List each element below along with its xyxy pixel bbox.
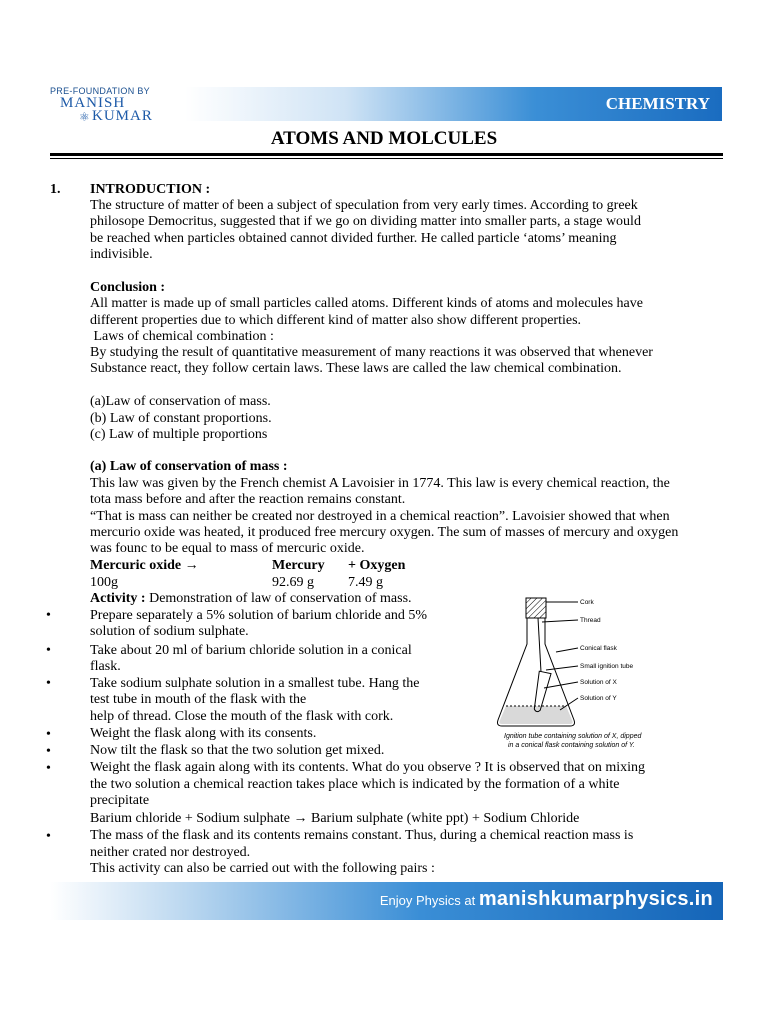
reaction-reactant: Mercuric oxide → xyxy=(90,558,199,573)
bullet-line: Weight the flask again along with its contents. What do you observe ? It is observed that on mixing xyxy=(90,760,646,775)
figure-label: Solution of X xyxy=(580,679,617,686)
bullet-icon: • xyxy=(46,727,51,742)
section-number: 1. xyxy=(50,182,61,197)
reaction-product-2: + Oxygen xyxy=(348,558,406,573)
bullet-icon: • xyxy=(46,643,51,658)
reaction-value-2: 92.69 g xyxy=(272,575,314,590)
law-list-item: (c) Law of multiple proportions xyxy=(90,427,268,442)
conclusion-line: All matter is made up of small particles called atoms. Different kinds of atoms and molecules have xyxy=(90,296,643,311)
activity-text: Demonstration of law of conservation of mass. xyxy=(145,591,412,606)
bullet-line: precipitate xyxy=(90,793,150,808)
subject-banner xyxy=(185,87,722,121)
footer-text xyxy=(380,888,713,911)
bullet-icon: • xyxy=(46,676,51,691)
thread xyxy=(538,618,541,672)
bullet-line: This activity can also be carried out with the following pairs : xyxy=(90,861,435,876)
law-list-item: (b) Law of constant proportions. xyxy=(90,411,272,426)
bullet-line: the two solution a chemical reaction takes place which is indicated by the formation of a white xyxy=(90,777,620,792)
cork-shape xyxy=(526,598,546,618)
bullet-line: help of thread. Close the mouth of the flask with cork. xyxy=(90,709,394,724)
publisher-logo xyxy=(50,86,180,126)
law-a-line: This law was given by the French chemist A Lavoisier in 1774. This law is every chemical reaction, the xyxy=(90,476,670,491)
law-a-line: was founc to be equal to mass of mercuric oxide. xyxy=(90,541,365,556)
footer-site-link[interactable]: manishkumarphysics.in xyxy=(478,888,713,910)
title-rule-thick xyxy=(50,153,723,156)
conclusion-line: By studying the result of quantitative measurement of many reactions it was observed that whenever xyxy=(90,345,653,360)
bullet-line: The mass of the flask and its contents remains constant. Thus, during a chemical reaction mass is xyxy=(90,828,634,843)
law-a-line: tota mass before and after the reaction remains constant. xyxy=(90,492,406,507)
figure-label: Conical flask xyxy=(580,645,617,652)
figure-label: Thread xyxy=(580,617,601,624)
bullet-icon: • xyxy=(46,829,51,844)
conclusion-line: different properties due to which different kind of matter also show different properties. xyxy=(90,313,582,328)
conclusion-line: Laws of chemical combination : xyxy=(90,329,274,344)
bullet-line: Prepare separately a 5% solution of barium chloride and 5% xyxy=(90,608,428,623)
subject-label: CHEMISTRY xyxy=(605,94,710,113)
bullet-line: Take sodium sulphate solution in a smallest tube. Hang the xyxy=(90,676,420,691)
reaction-value-3: 7.49 g xyxy=(348,575,383,590)
logo-tagline: PRE-FOUNDATION BY xyxy=(50,86,150,96)
conclusion-line: Substance react, they follow certain laws. These laws are called the law chemical combination. xyxy=(90,361,622,376)
title-rule-thin xyxy=(50,158,723,159)
activity-label: Activity : xyxy=(90,591,146,606)
section-heading: INTRODUCTION : xyxy=(90,182,211,197)
figure-label: Solution of Y xyxy=(580,695,617,702)
conical-flask-figure xyxy=(486,592,686,752)
intro-line: philosope Democritus, suggested that if we go on dividing matter into smaller parts, a stage would xyxy=(90,214,641,229)
reaction-product-1: Mercury xyxy=(272,558,325,573)
conclusion-heading: Conclusion : xyxy=(90,280,166,295)
law-a-heading: (a) Law of conservation of mass : xyxy=(90,459,288,474)
logo-name-first: MANISH xyxy=(60,95,126,111)
bullet-line: neither crated nor destroyed. xyxy=(90,845,251,860)
law-list-item: (a)Law of conservation of mass. xyxy=(90,394,271,409)
bullet-line: test tube in mouth of the flask with the xyxy=(90,692,307,707)
figure-label: Small ignition tube xyxy=(580,663,634,670)
activity-line xyxy=(90,591,412,607)
bullet-line: solution of sodium sulphate. xyxy=(90,624,249,639)
bullet-line: Take about 20 ml of barium chloride solution in a conical xyxy=(90,643,412,658)
logo-name-last: KUMAR xyxy=(92,108,153,124)
figure-label: Cork xyxy=(580,599,594,606)
figure-caption: in a conical flask containing solution of Y. xyxy=(508,742,635,749)
atom-icon: ⚛ xyxy=(79,110,90,124)
intro-line: indivisible. xyxy=(90,247,153,262)
law-a-line: mercurio oxide was heated, it produced free mercury oxygen. The sum of masses of mercury and oxygen xyxy=(90,525,679,540)
bullet-line: Barium chloride + Sodium sulphate → Barium sulphate (white ppt) + Sodium Chloride xyxy=(90,811,580,826)
bullet-icon: • xyxy=(46,744,51,759)
bullet-icon: • xyxy=(46,608,51,623)
intro-line: The structure of matter of been a subject of speculation from very early times. According to greek xyxy=(90,198,638,213)
page-title: ATOMS AND MOLCULES xyxy=(270,128,498,149)
bullet-icon: • xyxy=(46,761,51,776)
footer-banner xyxy=(50,882,723,920)
law-a-line: “That is mass can neither be created nor destroyed in a chemical reaction”. Lavoisier showed that when xyxy=(90,509,670,524)
reaction-value-1: 100g xyxy=(90,575,118,590)
footer-prefix: Enjoy Physics at xyxy=(379,893,479,908)
bullet-line: Weight the flask along with its consents. xyxy=(90,726,317,741)
figure-caption: Ignition tube containing solution of X, dipped xyxy=(504,733,642,740)
bullet-line: Now tilt the flask so that the two solution get mixed. xyxy=(90,743,385,758)
bullet-line: flask. xyxy=(90,659,121,674)
intro-line: be reached when particles obtained cannot divided further. He called particle ‘atoms’ meaning xyxy=(90,231,617,246)
